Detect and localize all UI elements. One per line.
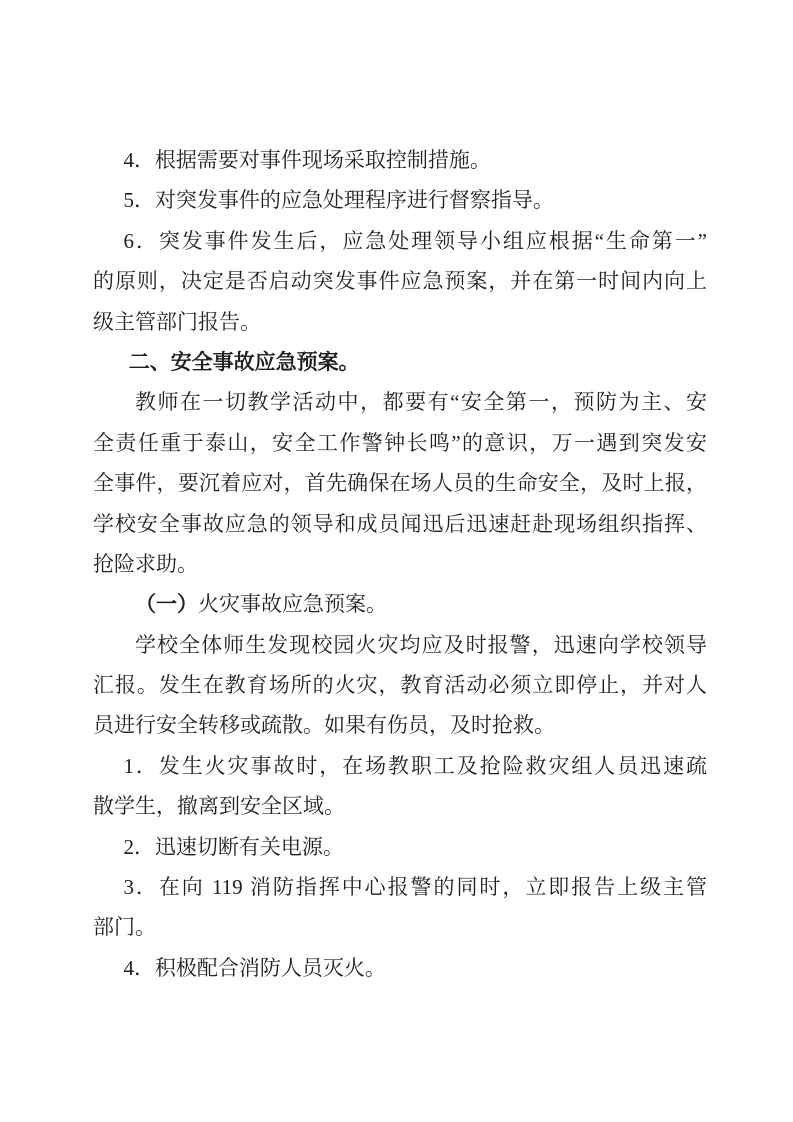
text-line: 教师在一切教学活动中，都要有“安全第一，预防为主、安	[135, 390, 707, 415]
text-line: 全责任重于泰山，安全工作警钟长鸣”的意识，万一遇到突发安	[93, 430, 707, 455]
subsection-heading	[93, 584, 707, 624]
paragraph	[93, 625, 707, 746]
paragraph	[93, 867, 707, 948]
paragraph	[93, 180, 707, 220]
text-line: 全事件，要沉着应对，首先确保在场人员的生命安全，及时上报，	[93, 471, 707, 496]
text-line: 员进行安全转移或疏散。如果有伤员，及时抢救。	[93, 713, 555, 738]
text-line: 散学生，撤离到安全区域。	[93, 794, 345, 819]
text-line: 1．发生火灾事故时，在场教职工及抢险救灾组人员迅速疏	[123, 753, 707, 778]
text-line: 级主管部门报告。	[93, 309, 261, 334]
text-line: 2．迅速切断有关电源。	[123, 834, 344, 859]
text-line: （一）火灾事故应急预案。	[135, 592, 387, 617]
document-body	[93, 140, 707, 988]
text-line: 汇报。发生在教育场所的火灾，教育活动必须立即停止，并对人	[93, 673, 707, 698]
text-line: 学校安全事故应急的领导和成员闻迅后迅速赶赴现场组织指挥、	[93, 511, 707, 536]
paragraph	[93, 948, 707, 988]
paragraph	[93, 382, 707, 584]
bold-prefix: （一）	[135, 592, 198, 617]
text-line: 4．积极配合消防人员灭火。	[123, 955, 386, 980]
paragraph	[93, 746, 707, 827]
paragraph	[93, 221, 707, 342]
text-line: 4．根据需要对事件现场采取控制措施。	[123, 148, 491, 172]
text-line: 二、安全事故应急预案。	[128, 349, 360, 374]
text-line: 的原则，决定是否启动突发事件应急预案，并在第一时间内向上	[93, 269, 707, 294]
paragraph	[93, 827, 707, 867]
text-line: 抢险求助。	[93, 551, 198, 576]
text-line: 部门。	[93, 915, 156, 940]
text-line: 学校全体师生发现校园火灾均应及时报警，迅速向学校领导	[135, 632, 707, 657]
text-line: 5．对突发事件的应急处理程序进行督察指导。	[123, 188, 554, 213]
text-line: 6．突发事件发生后，应急处理领导小组应根据“生命第一”	[123, 228, 707, 253]
paragraph	[93, 140, 707, 180]
section-heading	[93, 342, 707, 382]
text-line: 3．在向 119 消防指挥中心报警的同时，立即报告上级主管	[123, 875, 707, 900]
